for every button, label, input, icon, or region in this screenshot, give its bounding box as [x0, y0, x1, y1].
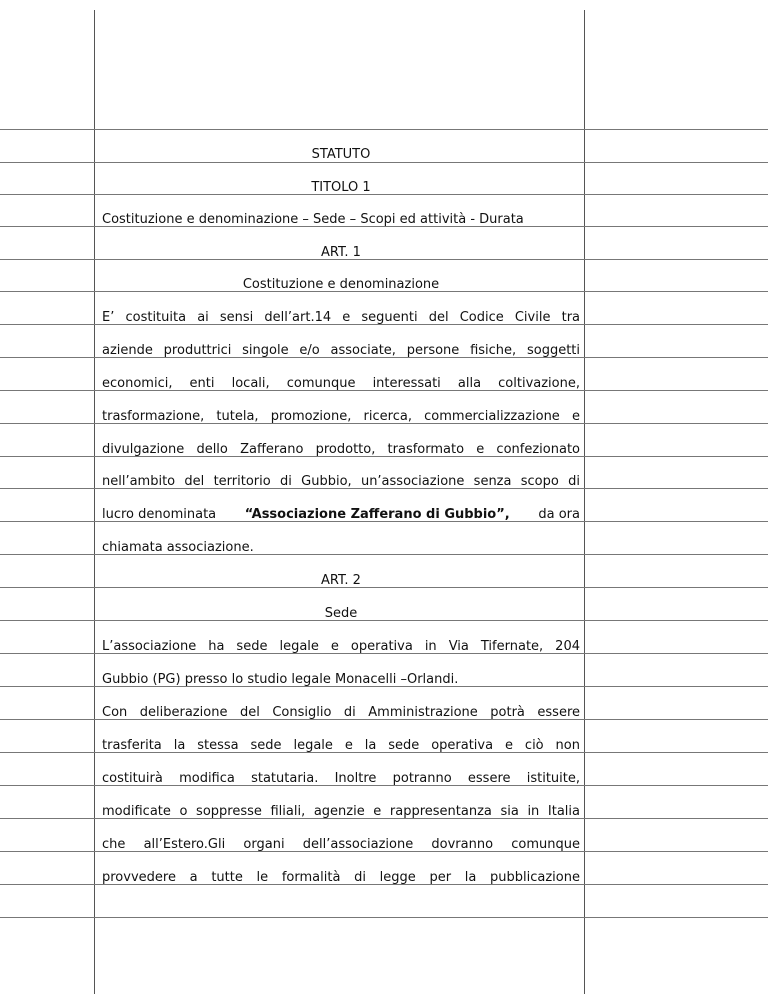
article-1-name-line	[102, 506, 580, 524]
article-2-heading: Sede	[324, 606, 358, 621]
article-2-line: che all’Estero.Gli organi dell’associazione dovranno comunque	[102, 837, 580, 852]
article-1-label: ART. 1	[321, 245, 361, 260]
article-1-line: divulgazione dello Zafferano prodotto, trasformato e confezionato	[102, 442, 580, 457]
article-2-line: trasferita la stessa sede legale e la sede operativa e ciò non	[102, 738, 580, 753]
article-2-line: L’associazione ha sede legale e operativa in Via Tifernate, 204	[102, 639, 580, 654]
article-1-line: aziende produttrici singole e/o associate, persone fisiche, soggetti	[102, 343, 580, 358]
article-1-line: economici, enti locali, comunque interessati alla coltivazione,	[102, 376, 580, 391]
article-1-last-line: chiamata associazione.	[102, 540, 254, 555]
ruled-line	[0, 917, 768, 918]
ruled-line	[0, 129, 768, 130]
name-line-prefix: lucro denominata	[102, 507, 217, 522]
article-1-heading: Costituzione e denominazione	[242, 277, 440, 292]
article-1-line: nell’ambito del territorio di Gubbio, un’associazione senza scopo di	[102, 474, 580, 489]
document-heading: STATUTO	[311, 147, 371, 162]
article-1-line: E’ costituita ai sensi dell’art.14 e seguenti del Codice Civile tra	[102, 310, 580, 325]
article-2-line: costituirà modifica statutaria. Inoltre potranno essere istituite,	[102, 771, 580, 786]
article-2-line: Con deliberazione del Consiglio di Amministrazione potrà essere	[102, 705, 580, 720]
article-2-label: ART. 2	[321, 573, 361, 588]
article-2-line: modificate o soppresse filiali, agenzie e rappresentanza sia in Italia	[102, 804, 580, 819]
title-label: TITOLO 1	[311, 180, 371, 195]
name-line-suffix: da ora	[538, 507, 580, 522]
left-margin-rule	[94, 10, 95, 994]
article-1-line: trasformazione, tutela, promozione, ricerca, commercializzazione e	[102, 409, 580, 424]
article-2-line: Gubbio (PG) presso lo studio legale Monacelli –Orlandi.	[102, 672, 459, 687]
association-name: “Associazione Zafferano di Gubbio”,	[244, 507, 510, 522]
title-subject: Costituzione e denominazione – Sede – Scopi ed attività - Durata	[102, 212, 524, 227]
article-2-line: provvedere a tutte le formalità di legge per la pubblicazione	[102, 870, 580, 885]
right-margin-rule	[584, 10, 585, 994]
